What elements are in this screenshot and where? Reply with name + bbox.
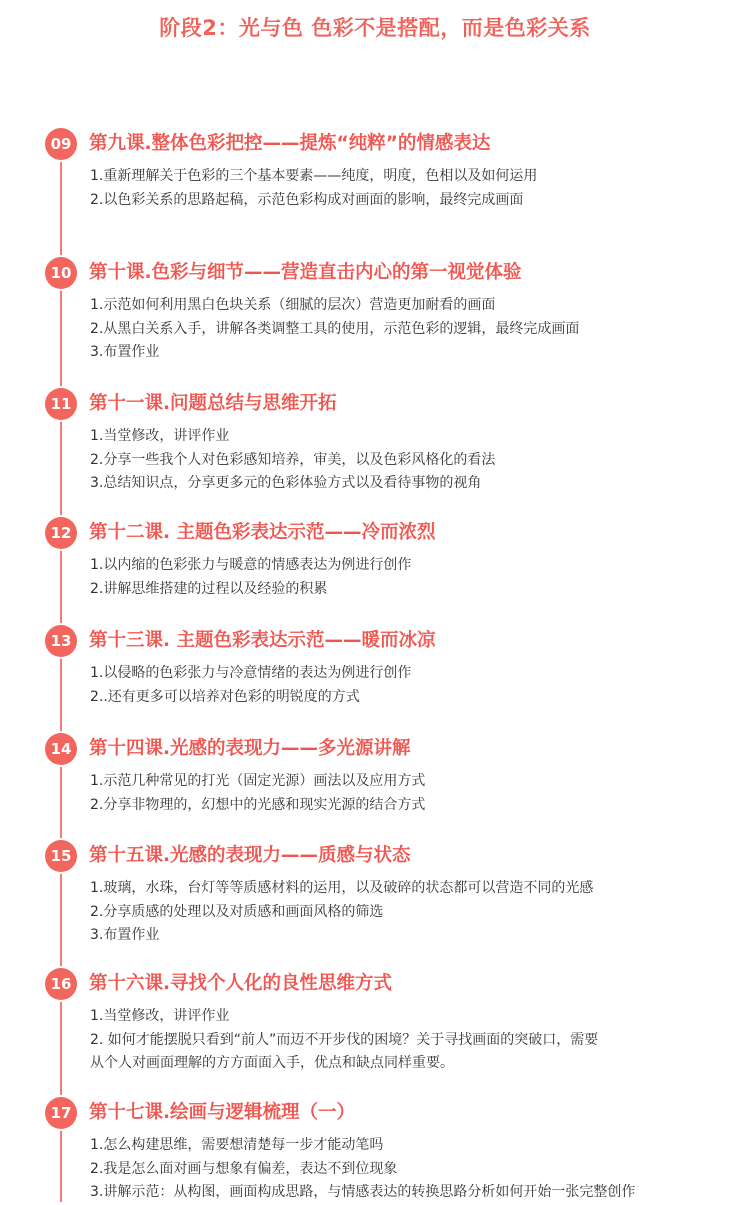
lesson-point: 3.布置作业	[90, 344, 160, 360]
lesson-number-badge: 15	[45, 840, 77, 872]
lesson-title: 第九课.整体色彩把控——提炼“纯粹”的情感表达	[89, 133, 491, 154]
lesson-number-badge: 16	[45, 968, 77, 1000]
lesson-number-badge: 10	[45, 257, 77, 289]
lesson-title: 第十一课.问题总结与思维开拓	[89, 393, 337, 414]
lesson-point: 1.示范几种常见的打光（固定光源）画法以及应用方式	[90, 773, 426, 789]
lesson-point: 2.分享质感的处理以及对质感和画面风格的筛选	[90, 903, 384, 920]
lesson-point: 2.从黑白关系入手，讲解各类调整工具的使用，示范色彩的逻辑，最终完成画面	[90, 320, 580, 337]
lesson-point: 1.示范如何利用黑白色块关系（细腻的层次）营造更加耐看的画面	[90, 297, 496, 313]
lesson-point: 2. 如何才能摆脱只看到“前人”而迈不开步伐的困境？关于寻找画面的突破口，需要	[90, 1031, 599, 1048]
timeline-line	[60, 142, 62, 1202]
lesson-point: 2.讲解思维搭建的过程以及经验的积累	[90, 580, 328, 597]
lesson-point: 3.讲解示范：从构图，画面构成思路，与情感表达的转换思路分析如何开始一张完整创作	[90, 1184, 636, 1200]
lesson-title: 第十七课.绘画与逻辑梳理（一）	[89, 1102, 356, 1123]
lesson-point: 1.当堂修改，讲评作业	[90, 428, 230, 444]
lesson-points	[90, 877, 593, 948]
lesson-point: 1.以侵略的色彩张力与冷意情绪的表达为例进行创作	[90, 665, 412, 681]
lesson-title: 第十二课. 主题色彩表达示范——冷而浓烈	[89, 522, 436, 543]
lesson-point: 1.当堂修改，讲评作业	[90, 1008, 230, 1024]
lesson-point: 1.怎么构建思维，需要想清楚每一步才能动笔吗	[90, 1137, 384, 1153]
lesson-number-badge: 17	[45, 1097, 77, 1129]
lesson-points	[90, 425, 495, 496]
lesson-point: 2..还有更多可以培养对色彩的明锐度的方式	[90, 688, 360, 705]
lesson-title: 第十课.色彩与细节——营造直击内心的第一视觉体验	[89, 262, 522, 283]
lesson-number-badge: 14	[45, 733, 77, 765]
lesson-points	[90, 1134, 635, 1205]
lesson-points	[90, 1005, 598, 1076]
lesson-number-badge: 12	[45, 517, 77, 549]
lesson-points	[90, 294, 579, 365]
lesson-point: 3.总结知识点，分享更多元的色彩体验方式以及看待事物的视角	[90, 475, 482, 491]
lesson-point: 2.以色彩关系的思路起稿，示范色彩构成对画面的影响，最终完成画面	[90, 191, 524, 208]
lesson-title: 第十五课.光感的表现力——质感与状态	[89, 845, 411, 866]
lesson-point: 2.分享一些我个人对色彩感知培养，审美，以及色彩风格化的看法	[90, 451, 496, 468]
lesson-point: 1.以内缩的色彩张力与暖意的情感表达为例进行创作	[90, 557, 412, 573]
lesson-points	[90, 770, 425, 817]
lesson-point: 2.我是怎么面对画与想象有偏差，表达不到位现象	[90, 1160, 398, 1177]
lesson-point: 1.重新理解关于色彩的三个基本要素——纯度，明度，色相以及如何运用	[90, 168, 538, 184]
lesson-points	[90, 165, 537, 212]
lesson-number-badge: 09	[45, 128, 77, 160]
lesson-point: 2.分享非物理的，幻想中的光感和现实光源的结合方式	[90, 796, 426, 813]
lesson-point: 1.玻璃，水珠，台灯等等质感材料的运用，以及破碎的状态都可以营造不同的光感	[90, 880, 594, 896]
lesson-title: 第十六课.寻找个人化的良性思维方式	[89, 973, 393, 994]
lesson-point: 3.布置作业	[90, 927, 160, 943]
lesson-number-badge: 11	[45, 388, 77, 420]
lesson-points	[90, 662, 411, 709]
lesson-title: 第十三课. 主题色彩表达示范——暖而冰凉	[89, 630, 436, 651]
lesson-number-badge: 13	[45, 625, 77, 657]
page-title: 阶段2：光与色 色彩不是搭配，而是色彩关系	[159, 16, 591, 40]
lesson-point: 从个人对画面理解的方方面面入手，优点和缺点同样重要。	[90, 1055, 454, 1071]
lesson-title: 第十四课.光感的表现力——多光源讲解	[89, 738, 411, 759]
lesson-points	[90, 554, 411, 601]
